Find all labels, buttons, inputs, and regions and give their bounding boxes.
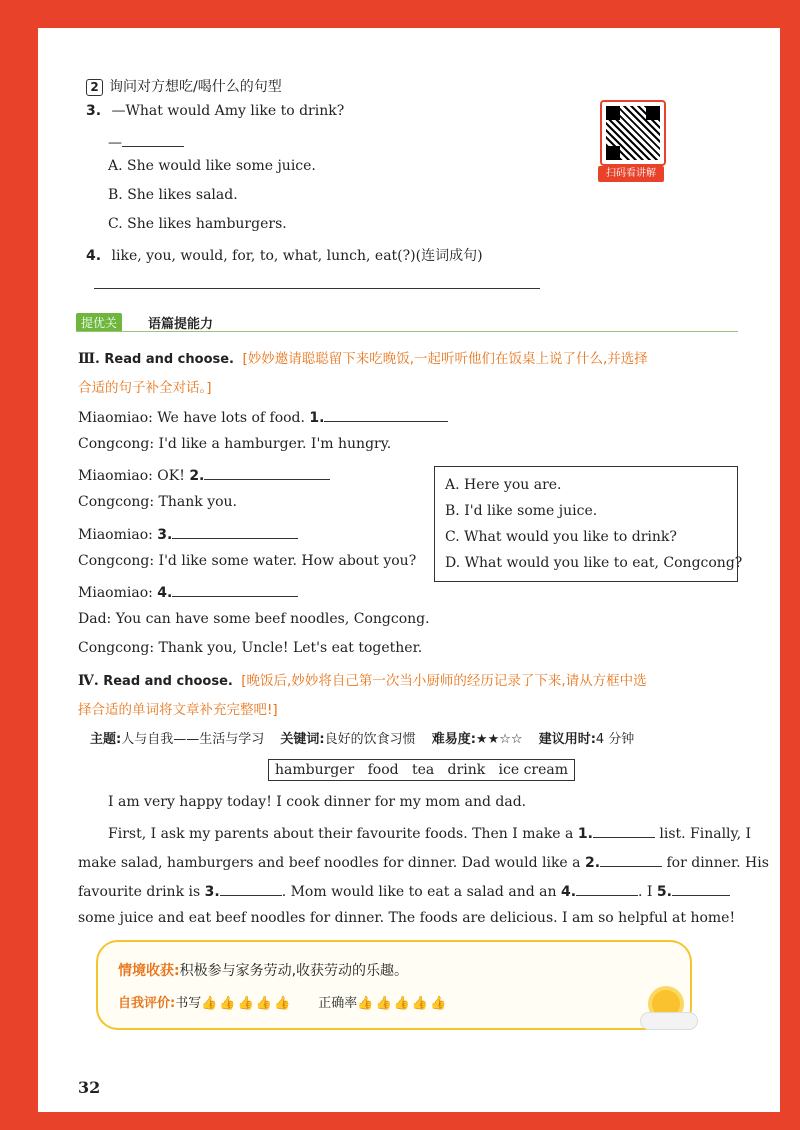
speaker: Dad: [78,611,112,627]
dialogue-line [78,611,430,627]
qr-label: 扫码看讲解 [598,166,664,182]
line-text: You can have some beef noodles, Congcong. [115,611,430,627]
instruction: [晚饭后,妙妙将自己第一次当小厨师的经历记录了下来,请从方框中选 [241,673,647,689]
write-label: 书写 [175,996,202,1011]
speaker: Congcong: [78,640,155,656]
qr-code-icon[interactable] [600,100,666,166]
gain-line [118,960,408,980]
line-text: OK! [157,468,185,484]
part-heading: Read and choose. [103,674,233,689]
blank-number: 2. [189,468,205,484]
options-box [434,466,743,582]
speaker: Miaomiao: [78,468,153,484]
summary-bubble [96,940,692,1030]
question-number: 3. [86,103,102,119]
answer-blank[interactable] [324,407,448,422]
thumbs-up-icon[interactable]: 👍👍👍👍👍 [357,996,449,1011]
dialogue-line [78,494,237,510]
passage-text: make salad, hamburgers and beef noodles for dinner. Dad would like a [78,855,581,871]
answer-blank[interactable] [672,881,730,896]
speaker: Miaomiao: [78,527,153,543]
option-a[interactable]: A. Here you are. [445,477,562,493]
page-frame-bottom [0,1112,800,1130]
passage-text: list. Finally, I [659,826,752,842]
difficulty-stars: ★★☆☆ [475,732,523,747]
theme: 人与自我——生活与学习 [121,732,265,747]
difficulty-label: 难易度: [431,732,476,747]
answer-dash: — [108,135,122,151]
speaker: Congcong: [78,494,155,510]
gain-text: 积极参与家务劳动,收获劳动的乐趣。 [179,963,409,979]
blank-number: 2. [584,855,601,871]
answer-blank[interactable] [593,823,655,838]
divider [76,331,738,332]
line-text: Thank you. [158,494,238,510]
time: 4 分钟 [595,732,635,747]
answer-blank[interactable] [576,881,638,896]
dialogue-line [78,436,391,452]
roman-numeral: Ⅳ. [78,673,99,689]
option-a[interactable]: A. She would like some juice. [108,158,316,174]
part-heading: Read and choose. [104,352,234,367]
keyword-label: 关键词: [280,732,325,747]
question-text: like, you, would, for, to, what, lunch, eat(?)(连词成句) [111,248,483,264]
option-c[interactable]: C. She likes hamburgers. [108,216,287,232]
time-label: 建议用时: [538,732,596,747]
passage-line: some juice and eat beef noodles for dinner. The foods are delicious. I am so helpful at home! [78,910,736,926]
line-text: I'd like a hamburger. I'm hungry. [158,436,392,452]
dialogue-line [78,640,422,656]
blank-number: 4. [560,884,577,900]
answer-blank[interactable] [122,132,184,147]
speaker: Congcong: [78,553,155,569]
gain-label: 情境收获: [118,963,180,979]
sun-icon [640,986,690,1026]
instruction: [妙妙邀请聪聪留下来吃晚饭,一起听听他们在饭桌上说了什么,并选择 [242,351,648,367]
instruction-cont: 合适的句子补全对话。] [78,380,212,396]
eval-line [118,992,448,1011]
passage-text: favourite drink is [78,884,201,900]
word-bank [268,759,575,781]
page-frame-top [0,0,800,28]
section-number-badge: 2 [86,79,103,96]
answer-line-long[interactable] [94,288,540,289]
option-c[interactable]: C. What would you like to drink? [445,529,677,545]
dialogue-line [78,407,448,426]
speaker: Miaomiao: [78,585,153,601]
blank-number: 3. [157,527,173,543]
option-d[interactable]: D. What would you like to eat, Congcong? [445,555,743,571]
passage-line [78,852,769,871]
dialogue-line [78,524,298,543]
eval-label: 自我评价: [118,996,176,1011]
keyword: 良好的饮食习惯 [324,732,416,747]
blank-number: 1. [577,826,593,842]
question-4 [86,245,483,265]
passage-text: . I [638,884,653,900]
line-text: I'd like some water. How about you? [158,553,417,569]
speaker: Congcong: [78,436,155,452]
dialogue-line [78,465,330,484]
answer-blank[interactable] [600,852,662,867]
answer-blank[interactable] [172,582,298,597]
section-2-heading [86,76,282,96]
option-b[interactable]: B. She likes salad. [108,187,238,203]
answer-blank[interactable] [204,465,330,480]
blank-number: 1. [309,410,325,426]
word-bank-text: hamburger food tea drink ice cream [275,762,569,778]
question-3 [86,103,344,119]
section-title: 询问对方想吃/喝什么的句型 [109,79,282,95]
page-number: 32 [78,1078,101,1097]
passage-text: . Mom would like to eat a salad and an [281,884,557,900]
thumbs-up-icon[interactable]: 👍👍👍👍👍 [201,996,293,1011]
level-title: 语篇提能力 [148,317,214,332]
line-text: Thank you, Uncle! Let's eat together. [158,640,423,656]
question-number: 4. [86,248,102,264]
page-frame-right [780,0,800,1130]
passage-text: First, I ask my parents about their favourite foods. Then I make a [108,826,574,842]
meta-line [90,728,634,747]
speaker: Miaomiao: [78,410,153,426]
part-4-heading [78,669,647,689]
level-tag: 提优关 [76,313,122,332]
dialogue-line [78,553,416,569]
passage-line [108,823,751,842]
question-text: —What would Amy like to drink? [111,103,345,119]
answer-blank[interactable] [172,524,298,539]
answer-line [108,132,184,151]
line-text: We have lots of food. [157,410,305,426]
blank-number: 5. [656,884,672,900]
passage-text: for dinner. His [666,855,769,871]
blank-number: 3. [204,884,220,900]
page-frame-left [0,0,38,1130]
part-3-heading [78,347,648,367]
accuracy-label: 正确率 [318,996,358,1011]
blank-number: 4. [157,585,173,601]
roman-numeral: Ⅲ. [78,351,100,367]
option-b[interactable]: B. I'd like some juice. [445,503,598,519]
dialogue-line [78,582,298,601]
passage-line: I am very happy today! I cook dinner for my mom and dad. [108,794,527,810]
theme-label: 主题: [90,732,122,747]
instruction-cont: 择合适的单词将文章补充完整吧!] [78,702,278,718]
passage-line [78,881,730,900]
answer-blank[interactable] [220,881,282,896]
